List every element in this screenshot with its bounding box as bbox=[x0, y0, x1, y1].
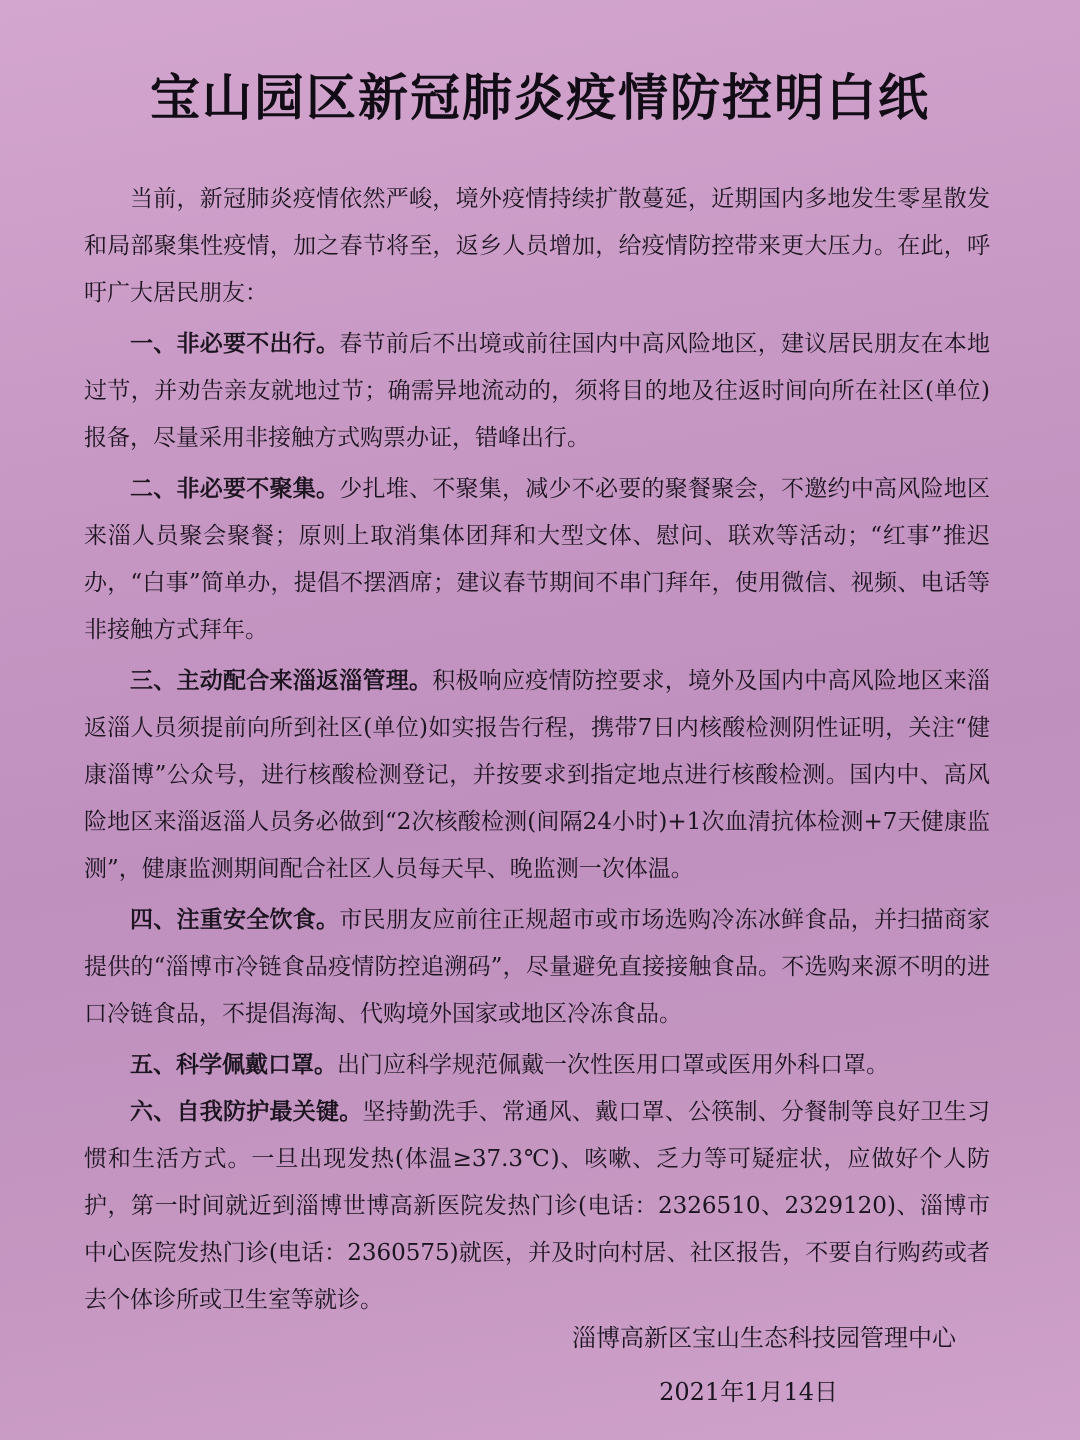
signature-date: 2021年1月14日 bbox=[659, 1378, 838, 1406]
item-3-heading: 三、主动配合来淄返淄管理。 bbox=[130, 668, 433, 694]
item-4 bbox=[84, 897, 990, 1038]
item-6-text: 坚持勤洗手、常通风、戴口罩、公筷制、分餐制等良好卫生习惯和生活方式。一旦出现发热(体温≥37.3℃)、咳嗽、乏力等可疑症状，应做好个人防护，第一时间就近到淄博世博高新医院发热门诊(电话：2326510、2329120)、淄博市中心医院发热门诊(电话：2360575)就医，并及时向村居、社区报告，不要自行购药或者去个体诊所或卫生室等就诊。 bbox=[84, 1099, 990, 1313]
item-1-text: 春节前后不出境或前往国内中高风险地区，建议居民朋友在本地过节，并劝告亲友就地过节；确需异地流动的，须将目的地及往返时间向所在社区(单位)报备，尽量采用非接触方式购票办证，错峰出行。 bbox=[84, 331, 990, 451]
notice-title: 宝山园区新冠肺炎疫情防控明白纸 bbox=[150, 69, 930, 127]
item-5 bbox=[84, 1042, 990, 1089]
item-1-heading: 一、非必要不出行。 bbox=[130, 331, 340, 357]
notice-body bbox=[84, 176, 990, 1324]
signature-organization: 淄博高新区宝山生态科技园管理中心 bbox=[572, 1324, 956, 1352]
intro-paragraph: 当前，新冠肺炎疫情依然严峻，境外疫情持续扩散蔓延，近期国内多地发生零星散发和局部聚集性疫情，加之春节将至，返乡人员增加，给疫情防控带来更大压力。在此，呼吁广大居民朋友： bbox=[84, 186, 990, 306]
item-5-text: 出门应科学规范佩戴一次性医用口罩或医用外科口罩。 bbox=[337, 1052, 889, 1078]
item-2 bbox=[84, 466, 990, 654]
item-3 bbox=[84, 658, 990, 893]
item-6-heading: 六、自我防护最关键。 bbox=[130, 1099, 363, 1125]
item-1 bbox=[84, 321, 990, 462]
item-4-text: 市民朋友应前往正规超市或市场选购冷冻冰鲜食品，并扫描商家提供的“淄博市冷链食品疫情防控追溯码”，尽量避免直接接触食品。不选购来源不明的进口冷链食品，不提倡海淘、代购境外国家或地区冷冻食品。 bbox=[84, 907, 990, 1027]
item-4-heading: 四、注重安全饮食。 bbox=[130, 907, 340, 933]
item-6 bbox=[84, 1089, 990, 1324]
item-2-text: 少扎堆、不聚集，减少不必要的聚餐聚会，不邀约中高风险地区来淄人员聚会聚餐；原则上取消集体团拜和大型文体、慰问、联欢等活动；“红事”推迟办，“白事”简单办，提倡不摆酒席；建议春节期间不串门拜年，使用微信、视频、电话等非接触方式拜年。 bbox=[84, 476, 990, 643]
item-3-text: 积极响应疫情防控要求，境外及国内中高风险地区来淄返淄人员须提前向所到社区(单位)如实报告行程，携带7日内核酸检测阴性证明，关注“健康淄博”公众号，进行核酸检测登记，并按要求到指定地点进行核酸检测。国内中、高风险地区来淄返淄人员务必做到“2次核酸检测(间隔24小时)+1次血清抗体检测+7天健康监测”，健康监测期间配合社区人员每天早、晚监测一次体温。 bbox=[84, 668, 990, 882]
item-2-heading: 二、非必要不聚集。 bbox=[130, 476, 340, 502]
item-5-heading: 五、科学佩戴口罩。 bbox=[130, 1052, 337, 1078]
